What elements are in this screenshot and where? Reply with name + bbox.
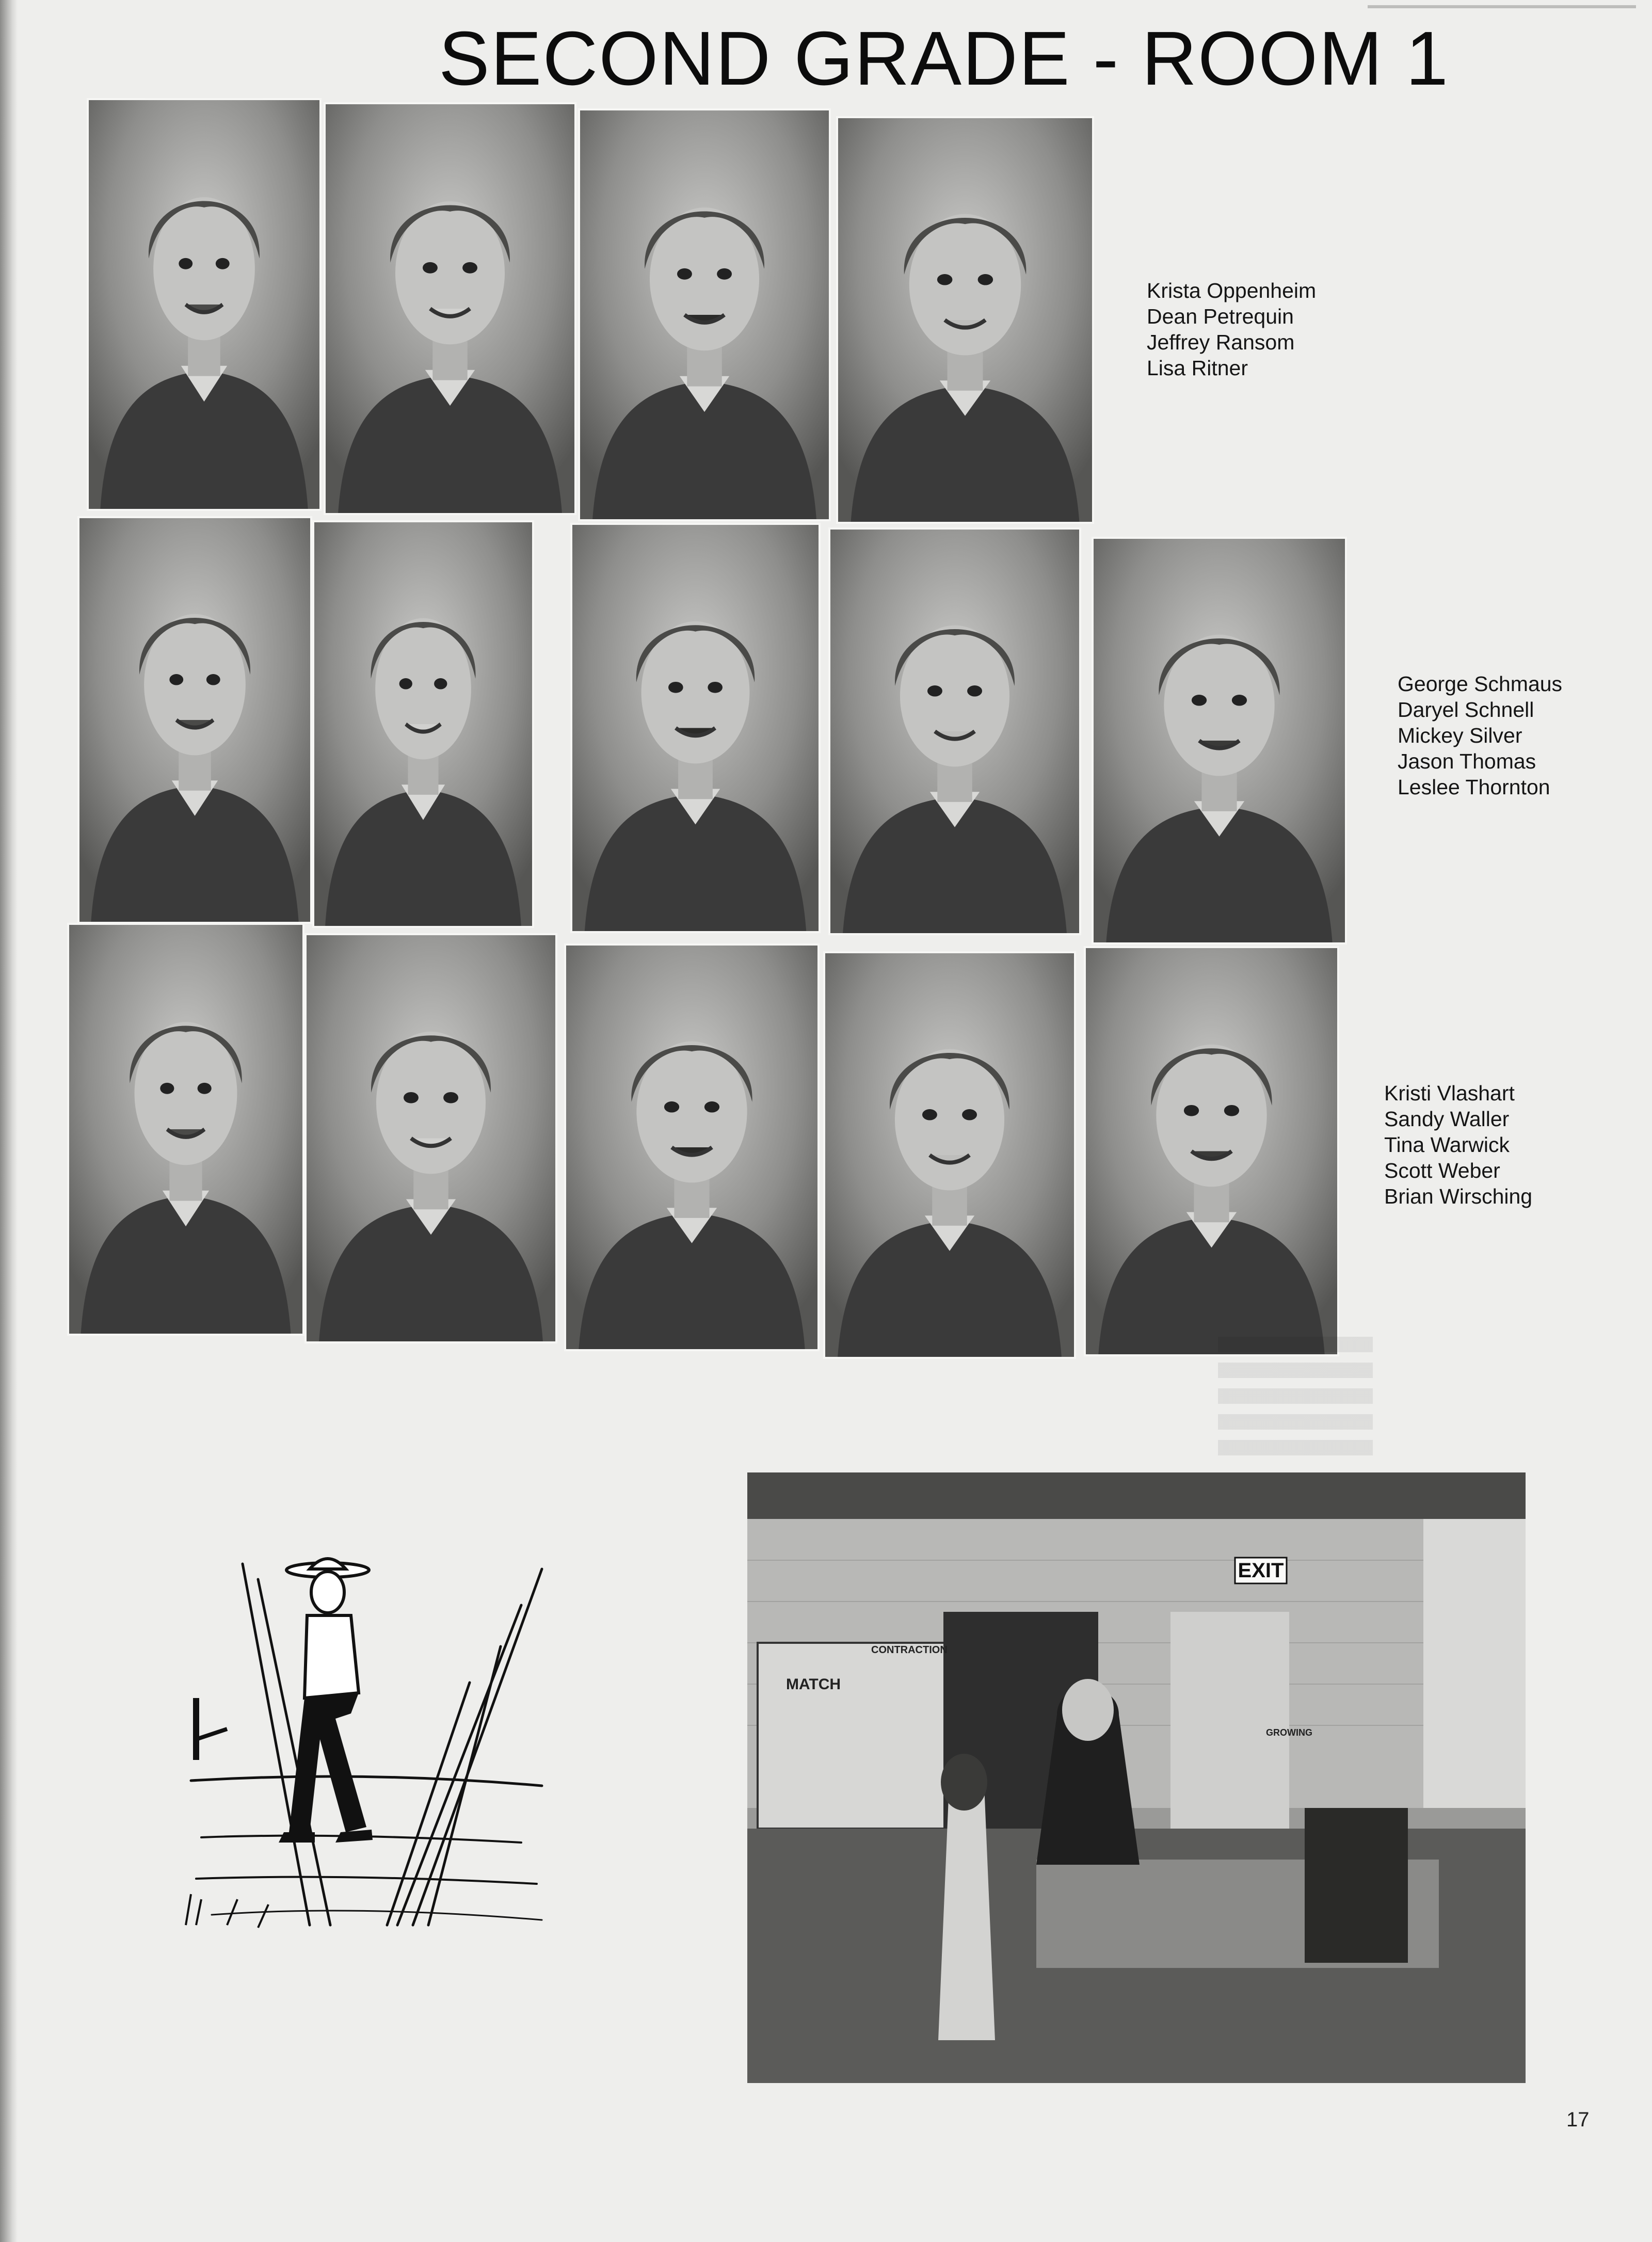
fishing-boy-sketch [181, 1543, 552, 1935]
student-portrait [564, 943, 820, 1351]
student-name: Lisa Ritner [1147, 356, 1248, 380]
page-number: 17 [1566, 2108, 1590, 2131]
student-name: Leslee Thornton [1398, 775, 1550, 799]
student-portrait [312, 520, 534, 928]
student-name: Jason Thomas [1398, 749, 1536, 773]
portrait-image [572, 525, 819, 931]
student-portrait [67, 923, 304, 1336]
portrait-image [838, 118, 1092, 522]
names-list-row-3 [1384, 1080, 1532, 1209]
portrait-image [89, 100, 319, 509]
page-edge-rule [1368, 5, 1636, 8]
student-portrait [1084, 946, 1339, 1356]
chart-label: GROWING [1266, 1727, 1312, 1738]
portrait-image [580, 110, 829, 519]
bleed-through-text [1218, 1337, 1373, 1455]
student-portrait [828, 527, 1081, 935]
student-name: Krista Oppenheim [1147, 279, 1317, 302]
student-name: Daryel Schnell [1398, 698, 1534, 722]
classroom-photo [747, 1472, 1526, 2083]
page-title: SECOND GRADE - ROOM 1 [439, 16, 1449, 101]
student-name: Brian Wirsching [1384, 1184, 1533, 1208]
student-name: Tina Warwick [1384, 1133, 1510, 1157]
portrait-image [1094, 539, 1345, 942]
student-portrait [836, 116, 1094, 524]
portrait-image [566, 946, 817, 1349]
student-portrait [570, 523, 821, 933]
portrait-image [69, 925, 302, 1334]
portrait-image [314, 522, 532, 926]
portrait-image [825, 953, 1074, 1357]
student-portrait [304, 933, 557, 1343]
student-portrait [578, 108, 831, 521]
student-name: Mickey Silver [1398, 724, 1522, 747]
portrait-image [1086, 948, 1337, 1354]
page-binding-shadow [0, 0, 18, 2242]
portrait-image [79, 518, 310, 922]
student-portrait [1092, 537, 1347, 944]
student-portrait [324, 102, 576, 515]
names-list-row-2 [1398, 671, 1562, 800]
exit-sign: EXIT [1238, 1559, 1284, 1582]
student-portrait [87, 98, 322, 511]
student-name: Kristi Vlashart [1384, 1081, 1515, 1105]
board-left-label: MATCH [786, 1676, 841, 1693]
portrait-image [307, 935, 555, 1341]
student-name: George Schmaus [1398, 672, 1563, 696]
student-name: Sandy Waller [1384, 1107, 1510, 1131]
board-right-label: CONTRACTION [871, 1644, 948, 1656]
student-name: Dean Petrequin [1147, 305, 1294, 328]
student-name: Scott Weber [1384, 1159, 1500, 1182]
student-portrait [823, 951, 1076, 1359]
portrait-image [830, 530, 1079, 933]
student-portrait [77, 516, 312, 924]
names-list-row-1 [1147, 278, 1316, 381]
portrait-image [326, 104, 574, 513]
student-name: Jeffrey Ransom [1147, 330, 1295, 354]
